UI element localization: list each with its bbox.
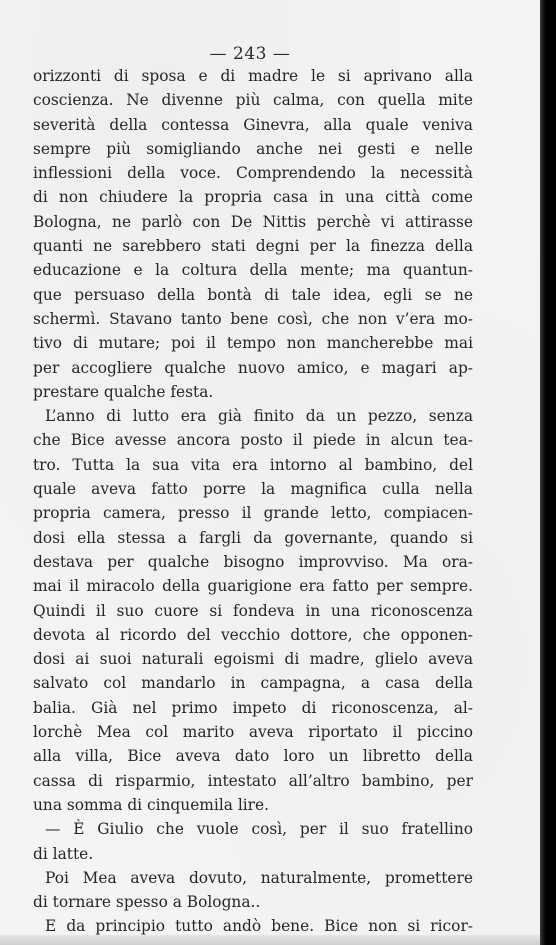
text-line: che Bice avesse ancora posto il piede in alcun tea- (33, 431, 473, 450)
text-line: coscienza. Ne divenne più calma, con quella mite (33, 91, 473, 110)
text-line: E da principio tutto andò bene. Bice non si ricor- (45, 917, 473, 936)
text-line: per accogliere qualche nuovo amico, e magari ap- (33, 358, 473, 377)
text-line: lorchè Mea col marito aveva riportato il piccino (33, 723, 473, 742)
text-line: severità della contessa Ginevra, alla quale veniva (33, 115, 473, 134)
text-line: orizzonti di sposa e di madre le si aprivano alla (33, 67, 473, 85)
text-line: tivo di mutare; poi il tempo non mancherebbe mai (33, 334, 473, 353)
text-line: propria camera, presso il grande letto, compiacen- (33, 504, 473, 523)
page-bottom-edge (0, 935, 540, 945)
text-line: una somma di cinquemila lire. (33, 795, 270, 814)
text-line: balia. Già nel primo impeto di riconoscenza, al- (33, 698, 473, 717)
text-line: dosi ai suoi naturali egoismi di madre, glielo aveva (33, 650, 473, 669)
text-line: tro. Tutta la sua vita era intorno al bambino, del (33, 455, 473, 474)
text-line: educazione e la coltura della mente; ma quantun- (33, 261, 473, 280)
text-line: di tornare spesso a Bologna.. (33, 893, 261, 912)
page-number: — 243 — (209, 44, 291, 64)
text-line: — È Giulio che vuole così, per il suo fratellino (45, 820, 473, 839)
text-line: L’anno di lutto era già finito da un pezzo, senza (45, 407, 473, 426)
text-line: di non chiudere la propria casa in una città come (33, 188, 473, 207)
text-line: Poi Mea aveva dovuto, naturalmente, promettere (45, 868, 473, 887)
text-line: prestare qualche festa. (33, 382, 214, 401)
text-line: que persuaso della bontà di tale idea, egli se ne (33, 285, 473, 304)
text-line: di latte. (33, 844, 94, 863)
text-line: dosi ella stessa a fargli da governante, quando si (33, 528, 473, 547)
text-line: salvato col mandarlo in campagna, a casa della (33, 674, 473, 693)
scan-border (540, 0, 556, 945)
text-line: quale aveva fatto porre la magnifica culla nella (33, 480, 473, 499)
text-line: Quindi il suo cuore si fondeva in una riconoscenza (33, 601, 473, 620)
text-line: sempre più somigliando anche nei gesti e nelle (33, 139, 473, 158)
text-line: destava per qualche bisogno improvviso. Ma ora- (33, 552, 473, 571)
text-line: Bologna, ne parlò con De Nittis perchè vi attirasse (33, 212, 473, 231)
text-line: devota al ricordo del vecchio dottore, che opponen- (33, 625, 473, 644)
text-line: inflessioni della voce. Comprendendo la necessità (33, 164, 473, 183)
text-line: mai il miracolo della guarigione era fatto per sempre. (33, 577, 473, 596)
text-line: quanti ne sarebbero stati degni per la finezza della (33, 237, 473, 256)
text-line: alla villa, Bice aveva dato loro un libretto della (33, 747, 473, 766)
text-line: cassa di risparmio, intestato all’altro bambino, per (33, 771, 473, 790)
text-line: schermì. Stavano tanto bene così, che non v’era mo- (33, 309, 473, 328)
body-text (33, 64, 473, 939)
